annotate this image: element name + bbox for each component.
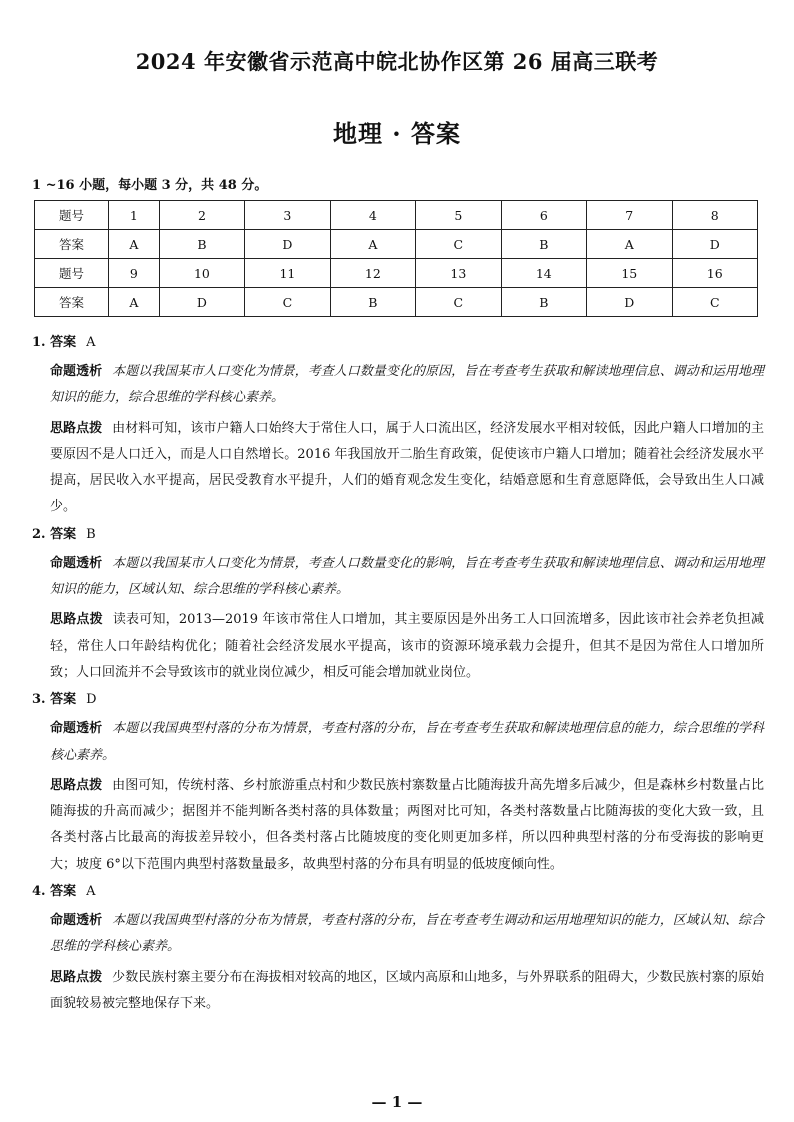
analysis-label: 命题透析 xyxy=(50,913,103,929)
question-heading xyxy=(32,333,764,353)
answer-table-cell: 13 xyxy=(416,259,501,288)
hint-label: 思路点拨 xyxy=(50,777,103,793)
answer-table-cell: D xyxy=(672,230,757,259)
answer-table-cell: C xyxy=(672,288,757,317)
answer-table-cell: D xyxy=(587,288,672,317)
hint-paragraph xyxy=(32,416,764,521)
page-subtitle: 地理 · 答案 xyxy=(332,119,462,148)
answer-table-cell: 4 xyxy=(330,201,415,230)
hint-text: 由图可知，传统村落、乡村旅游重点村和少数民族村寨数量占比随海拔升高先增多后减少，但是森林乡村数量占比随海拔的升高而减少；据图并不能判断各类村落的具体数量；两图对比可知，各类村落数量占比随海拔的变化大致一致，且各类村落占比最高的海拔差异较小，但各类村落占比随坡度的变化则更加多样，所以四种典型村落的分布受海拔的影响更大；坡度 6°以下范围内典型村落数量最多，故典型村落的分布具有明显的低坡度倾向性。 xyxy=(50,777,764,872)
question-heading xyxy=(32,525,764,545)
answer-table-cell: A xyxy=(109,288,160,317)
analysis-paragraph xyxy=(32,551,764,604)
hint-paragraph xyxy=(32,773,764,878)
analysis-label: 命题透析 xyxy=(50,555,103,571)
answer-table-cell: 10 xyxy=(159,259,244,288)
answer-table-cell: B xyxy=(501,230,586,259)
analysis-text: 本题以我国某市人口变化为情景，考查人口数量变化的影响，旨在考查考生获取和解读地理信息、调动和运用地理知识的能力，区域认知、综合思维的学科核心素养。 xyxy=(50,555,764,598)
hint-paragraph xyxy=(32,965,764,1018)
answer-table xyxy=(34,200,758,317)
row-header-cell: 题号 xyxy=(35,259,109,288)
analysis-text: 本题以我国某市人口变化为情景，考查人口数量变化的原因，旨在考查考生获取和解读地理信息、调动和运用地理知识的能力，综合思维的学科核心素养。 xyxy=(50,364,764,406)
analysis-text: 本题以我国典型村落的分布为情景，考查村落的分布，旨在考查考生调动和运用地理知识的能力，区域认知、综合思维的学科核心素养。 xyxy=(50,913,764,955)
hint-label: 思路点拨 xyxy=(50,420,103,436)
answer-table-cell: 3 xyxy=(245,201,330,230)
question-number: 1. 答案 xyxy=(32,335,77,350)
analysis-label: 命题透析 xyxy=(50,364,103,379)
question-number: 3. 答案 xyxy=(32,692,77,708)
section-intro: 1 ~16 小题，每小题 3 分，共 48 分。 xyxy=(32,178,268,193)
answer-table-cell: A xyxy=(109,230,160,259)
answer-table-row xyxy=(35,259,758,288)
answer-table-cell: B xyxy=(159,230,244,259)
question-answer: A xyxy=(86,884,96,900)
question-block xyxy=(32,882,764,1017)
analysis-paragraph xyxy=(32,716,764,769)
answer-table-cell: 12 xyxy=(330,259,415,288)
hint-label: 思路点拨 xyxy=(50,612,103,628)
analysis-paragraph xyxy=(32,359,764,412)
answer-table-row xyxy=(35,288,758,317)
page-number: — 1 — xyxy=(371,1093,423,1111)
answer-table-row xyxy=(35,230,758,259)
question-answer: A xyxy=(86,335,96,350)
hint-text: 少数民族村寨主要分布在海拔相对较高的地区，区域内高原和山地多，与外界联系的阻碍大，少数民族村寨的原始面貌较易被完整地保存下来。 xyxy=(50,969,764,1011)
question-number: 4. 答案 xyxy=(32,884,77,900)
answer-table-cell: 11 xyxy=(245,259,330,288)
answer-table-cell: 2 xyxy=(159,201,244,230)
row-header-cell: 题号 xyxy=(35,201,109,230)
question-heading xyxy=(32,882,764,902)
answer-table-row xyxy=(35,201,758,230)
answer-table-cell: C xyxy=(416,230,501,259)
answer-table-cell: C xyxy=(416,288,501,317)
answer-table-cell: B xyxy=(501,288,586,317)
answer-table-cell: D xyxy=(245,230,330,259)
question-heading xyxy=(32,690,764,710)
answer-table-cell: D xyxy=(159,288,244,317)
hint-text: 由材料可知，该市户籍人口始终大于常住人口，属于人口流出区，经济发展水平相对较低，因此户籍人口增加的主要原因不是人口迁入，而是人口自然增长。2016 年我国放开二胎生育政策，促使该市户籍人口增加；随着社会经济发展水平提高，居民收入水平提高，居民受教育水平提升，人们的婚育观念发生变化，结婚意愿和生育意愿降低，会导致出生人口减少。 xyxy=(50,420,764,515)
question-number: 2. 答案 xyxy=(32,526,77,542)
question-block xyxy=(32,333,764,521)
answer-table-cell: 8 xyxy=(672,201,757,230)
hint-label: 思路点拨 xyxy=(50,969,103,985)
answer-table-cell: A xyxy=(587,230,672,259)
answer-table-cell: B xyxy=(330,288,415,317)
answer-table-cell: 9 xyxy=(109,259,160,288)
analysis-paragraph xyxy=(32,908,764,961)
answer-table-cell: C xyxy=(245,288,330,317)
answer-table-cell: 5 xyxy=(416,201,501,230)
answer-table-cell: 16 xyxy=(672,259,757,288)
row-header-cell: 答案 xyxy=(35,288,109,317)
answer-table-cell: 15 xyxy=(587,259,672,288)
answer-table-cell: 6 xyxy=(501,201,586,230)
analysis-label: 命题透析 xyxy=(50,721,103,737)
analysis-text: 本题以我国典型村落的分布为情景，考查村落的分布，旨在考查考生获取和解读地理信息的能力，综合思维的学科核心素养。 xyxy=(50,721,764,763)
answer-table-cell: 1 xyxy=(109,201,160,230)
hint-paragraph xyxy=(32,607,764,686)
question-block xyxy=(32,525,764,686)
answer-table-cell: 7 xyxy=(587,201,672,230)
answer-table-cell: A xyxy=(330,230,415,259)
explanations xyxy=(32,333,764,1021)
question-answer: D xyxy=(86,692,97,708)
row-header-cell: 答案 xyxy=(35,230,109,259)
question-block xyxy=(32,690,764,878)
answer-table-cell: 14 xyxy=(501,259,586,288)
page-title: 2024 年安徽省示范高中皖北协作区第 26 届高三联考 xyxy=(135,49,659,74)
question-answer: B xyxy=(86,526,96,542)
hint-text: 读表可知，2013—2019 年该市常住人口增加，其主要原因是外出务工人口回流增多，因此该市社会养老负担减轻，常住人口年龄结构优化；随着社会经济发展水平提高，该市的资源环境承载力会提升，但其不是因为常住人口增加所致；人口回流并不会导致该市的就业岗位减少，相反可能会增加就业岗位。 xyxy=(50,612,764,680)
